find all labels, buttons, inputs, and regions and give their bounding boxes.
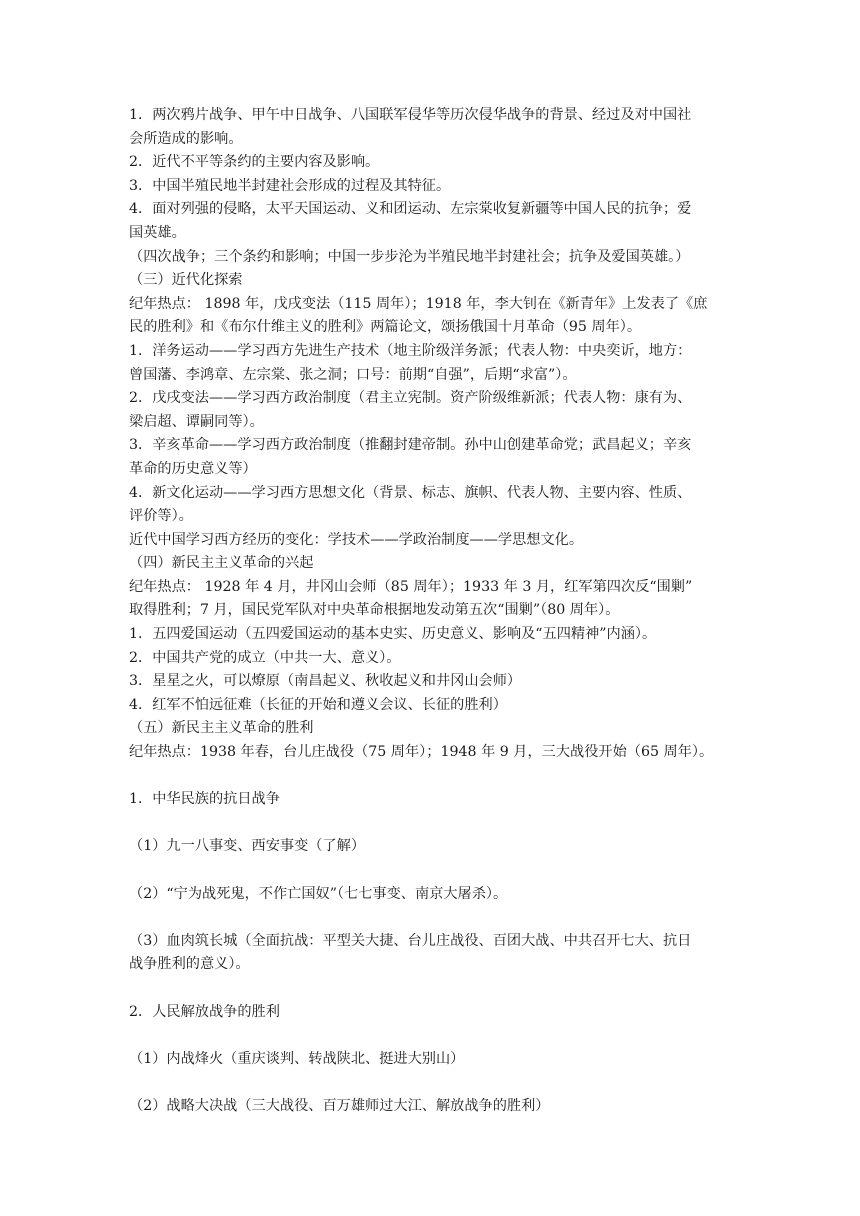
- text-line: 2．戊戌变法——学习西方政治制度（君主立宪制。资产阶级维新派；代表人物：康有为、: [129, 390, 692, 407]
- text-line: 评价等）。: [129, 508, 193, 525]
- text-line: 3．星星之火，可以燎原（南昌起义、秋收起义和井冈山会师）: [129, 673, 522, 690]
- text-line: 2．近代不平等条约的主要内容及影响。: [129, 154, 380, 171]
- text-line: 1．两次鸦片战争、甲午中日战争、八国联军侵华等历次侵华战争的背景、经过及对中国社: [129, 107, 692, 123]
- text-line: 4．新文化运动——学习西方思想文化（背景、标志、旗帜、代表人物、主要内容、性质、: [129, 484, 692, 501]
- text-line: （3）血肉筑长城（全面抗战：平型关大捷、台儿庄战役、百团大战、中共召开七大、抗日: [129, 932, 692, 949]
- text-line: 4．面对列强的侵略，太平天国运动、义和团运动、左宗棠收复新疆等中国人民的抗争；爱: [129, 201, 692, 218]
- blank-line: [129, 1071, 734, 1095]
- text-line: 1．中华民族的抗日战争: [129, 791, 280, 808]
- text-line: 民的胜利》和《布尔什维主义的胜利》两篇论文，颂扬俄国十月革命（95 周年）。: [129, 319, 642, 336]
- text-line: 会所造成的影响。: [129, 130, 243, 147]
- text-line: 战争胜利的意义）。: [129, 956, 250, 973]
- text-line: （四次战争；三个条约和影响；中国一步步沦为半殖民地半封建社会；抗争及爱国英雄。）: [129, 248, 690, 265]
- text-line: 梁启超、谭嗣同等）。: [129, 413, 264, 430]
- document-body: [129, 104, 734, 1119]
- text-line: （2）“宁为战死鬼，不作亡国奴”（七七事变、南京大屠杀）。: [129, 885, 508, 902]
- blank-line: [129, 765, 734, 789]
- text-line: 2．中国共产党的成立（中共一大、意义）。: [129, 649, 401, 666]
- text-line: 曾国藩、李鸿章、左宗棠、张之洞；口号：前期“自强”，后期“求富”）。: [129, 366, 577, 383]
- text-line: 纪年热点： 1928 年 4 月，井冈山会师（85 周年）；1933 年 3 月，红军第四次反“围剿”: [129, 578, 693, 595]
- text-line: 取得胜利；7 月，国民党军队对中央革命根据地发动第五次“围剿”（80 周年）。: [129, 602, 620, 619]
- text-line: （1）内战烽火（重庆谈判、转战陕北、挺进大别山）: [129, 1050, 465, 1067]
- section-heading: （三）近代化探索: [129, 272, 243, 289]
- text-line: 2．人民解放战争的胜利: [129, 1003, 280, 1020]
- text-line: 1．洋务运动——学习西方先进生产技术（地主阶级洋务派；代表人物：中央奕䜣，地方：: [129, 342, 692, 359]
- blank-line: [129, 977, 734, 1001]
- text-line: 1．五四爱国运动（五四爱国运动的基本史实、历史意义、影响及“五四精神”内涵）。: [129, 626, 657, 643]
- blank-line: [129, 812, 734, 836]
- text-line: （1）九一八事变、西安事变（了解）: [129, 838, 366, 855]
- section-heading: （四）新民主主义革命的兴起: [129, 555, 314, 572]
- text-line: 革命的历史意义等）: [129, 460, 257, 477]
- blank-line: [129, 906, 734, 930]
- text-line: 3．辛亥革命——学习西方政治制度（推翻封建帝制。孙中山创建革命党；武昌起义；辛亥: [129, 437, 692, 454]
- text-line: 国英雄。: [129, 224, 186, 241]
- text-line: （2）战略大决战（三大战役、百万雄师过大江、解放战争的胜利）: [129, 1097, 550, 1114]
- blank-line: [129, 859, 734, 883]
- section-heading: （五）新民主主义革命的胜利: [129, 720, 314, 737]
- text-line: 纪年热点：1938 年春，台儿庄战役（75 周年）；1948 年 9 月，三大战役开始（65 周年）。: [129, 744, 714, 761]
- text-line: 3．中国半殖民地半封建社会形成的过程及其特征。: [129, 177, 451, 194]
- blank-line: [129, 1024, 734, 1048]
- text-line: 近代中国学习西方经历的变化：学技术——学政治制度——学思想文化。: [129, 531, 584, 548]
- text-line: 纪年热点： 1898 年，戊戌变法（115 周年）；1918 年，李大钊在《新青年》上发表了《庶: [129, 295, 708, 312]
- text-line: 4．红军不怕远征难（长征的开始和遵义会议、长征的胜利）: [129, 696, 507, 713]
